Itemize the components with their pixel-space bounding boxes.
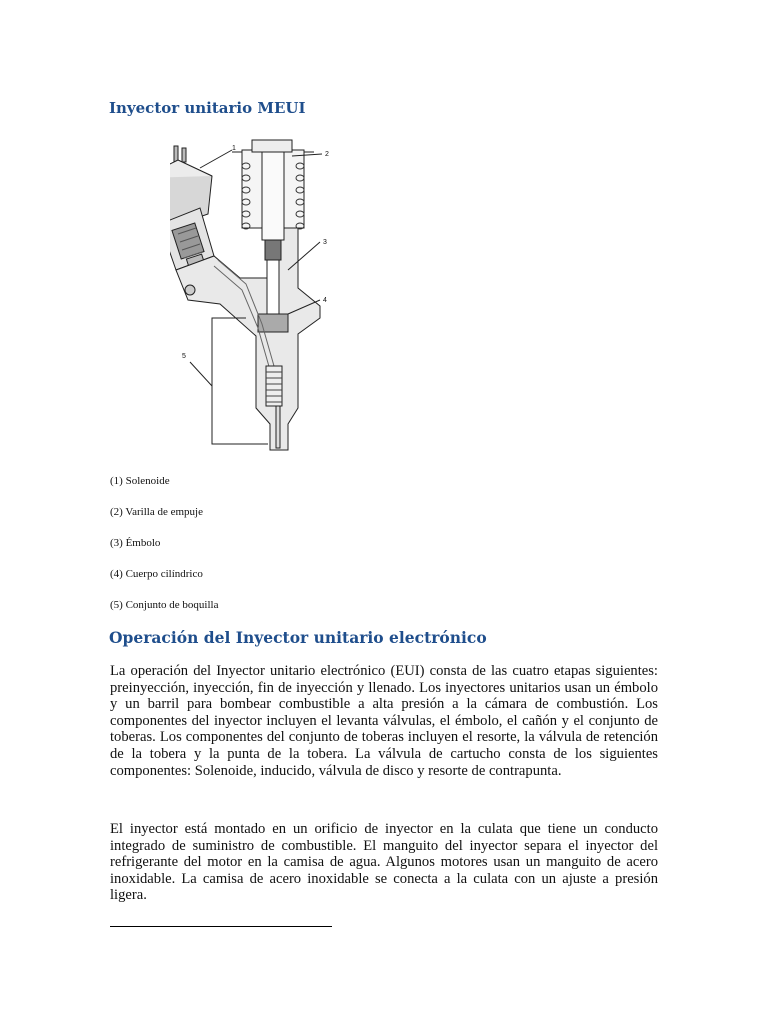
- caption-item: (1) Solenoide: [110, 475, 170, 487]
- callout-1: 1: [232, 145, 236, 152]
- callout-2: 2: [325, 151, 329, 158]
- caption-item: (3) Émbolo: [110, 537, 161, 549]
- footnote-separator: [110, 926, 332, 927]
- section-title-meui: Inyector unitario MEUI: [109, 99, 306, 117]
- figure-captions: [110, 474, 218, 629]
- injector-diagram: [170, 138, 350, 458]
- paragraph-mounting: El inyector está montado en un orificio de inyector en la culata que tiene un conducto integrado de suministro de combustible. El manguito del inyector separa el inyector del refrigerante del motor en la camisa de agua. Algunos motores usan un manguito de acero inoxidable. La camisa de acero inoxidable se conecta a la culata con un ajuste a presión ligera.: [110, 821, 658, 904]
- caption-item: (4) Cuerpo cilíndrico: [110, 568, 203, 580]
- callout-4: 4: [323, 297, 327, 304]
- caption-item: (5) Conjunto de boquilla: [110, 599, 219, 611]
- callout-5: 5: [182, 353, 186, 360]
- callout-3: 3: [323, 239, 327, 246]
- section-title-operation: Operación del Inyector unitario electrónico: [109, 628, 487, 647]
- paragraph-operation: La operación del Inyector unitario electrónico (EUI) consta de las cuatro etapas siguientes: preinyección, inyección, fin de inyección y llenado. Los inyectores unitarios usan un émbolo y un barril para bombear combustible a alta presión a la cámara de combustión. Los componentes del inyector incluyen el levanta válvulas, el émbolo, el cañón y el conjunto de toberas. Los componentes del conjunto de toberas incluyen el resorte, la válvula de retención de la tobera y la punta de la tobera. La válvula de cartucho consta de los siguientes componentes: Solenoide, inducido, válvula de disco y resorte de contrapunta.: [110, 663, 658, 779]
- caption-item: (2) Varilla de empuje: [110, 506, 203, 518]
